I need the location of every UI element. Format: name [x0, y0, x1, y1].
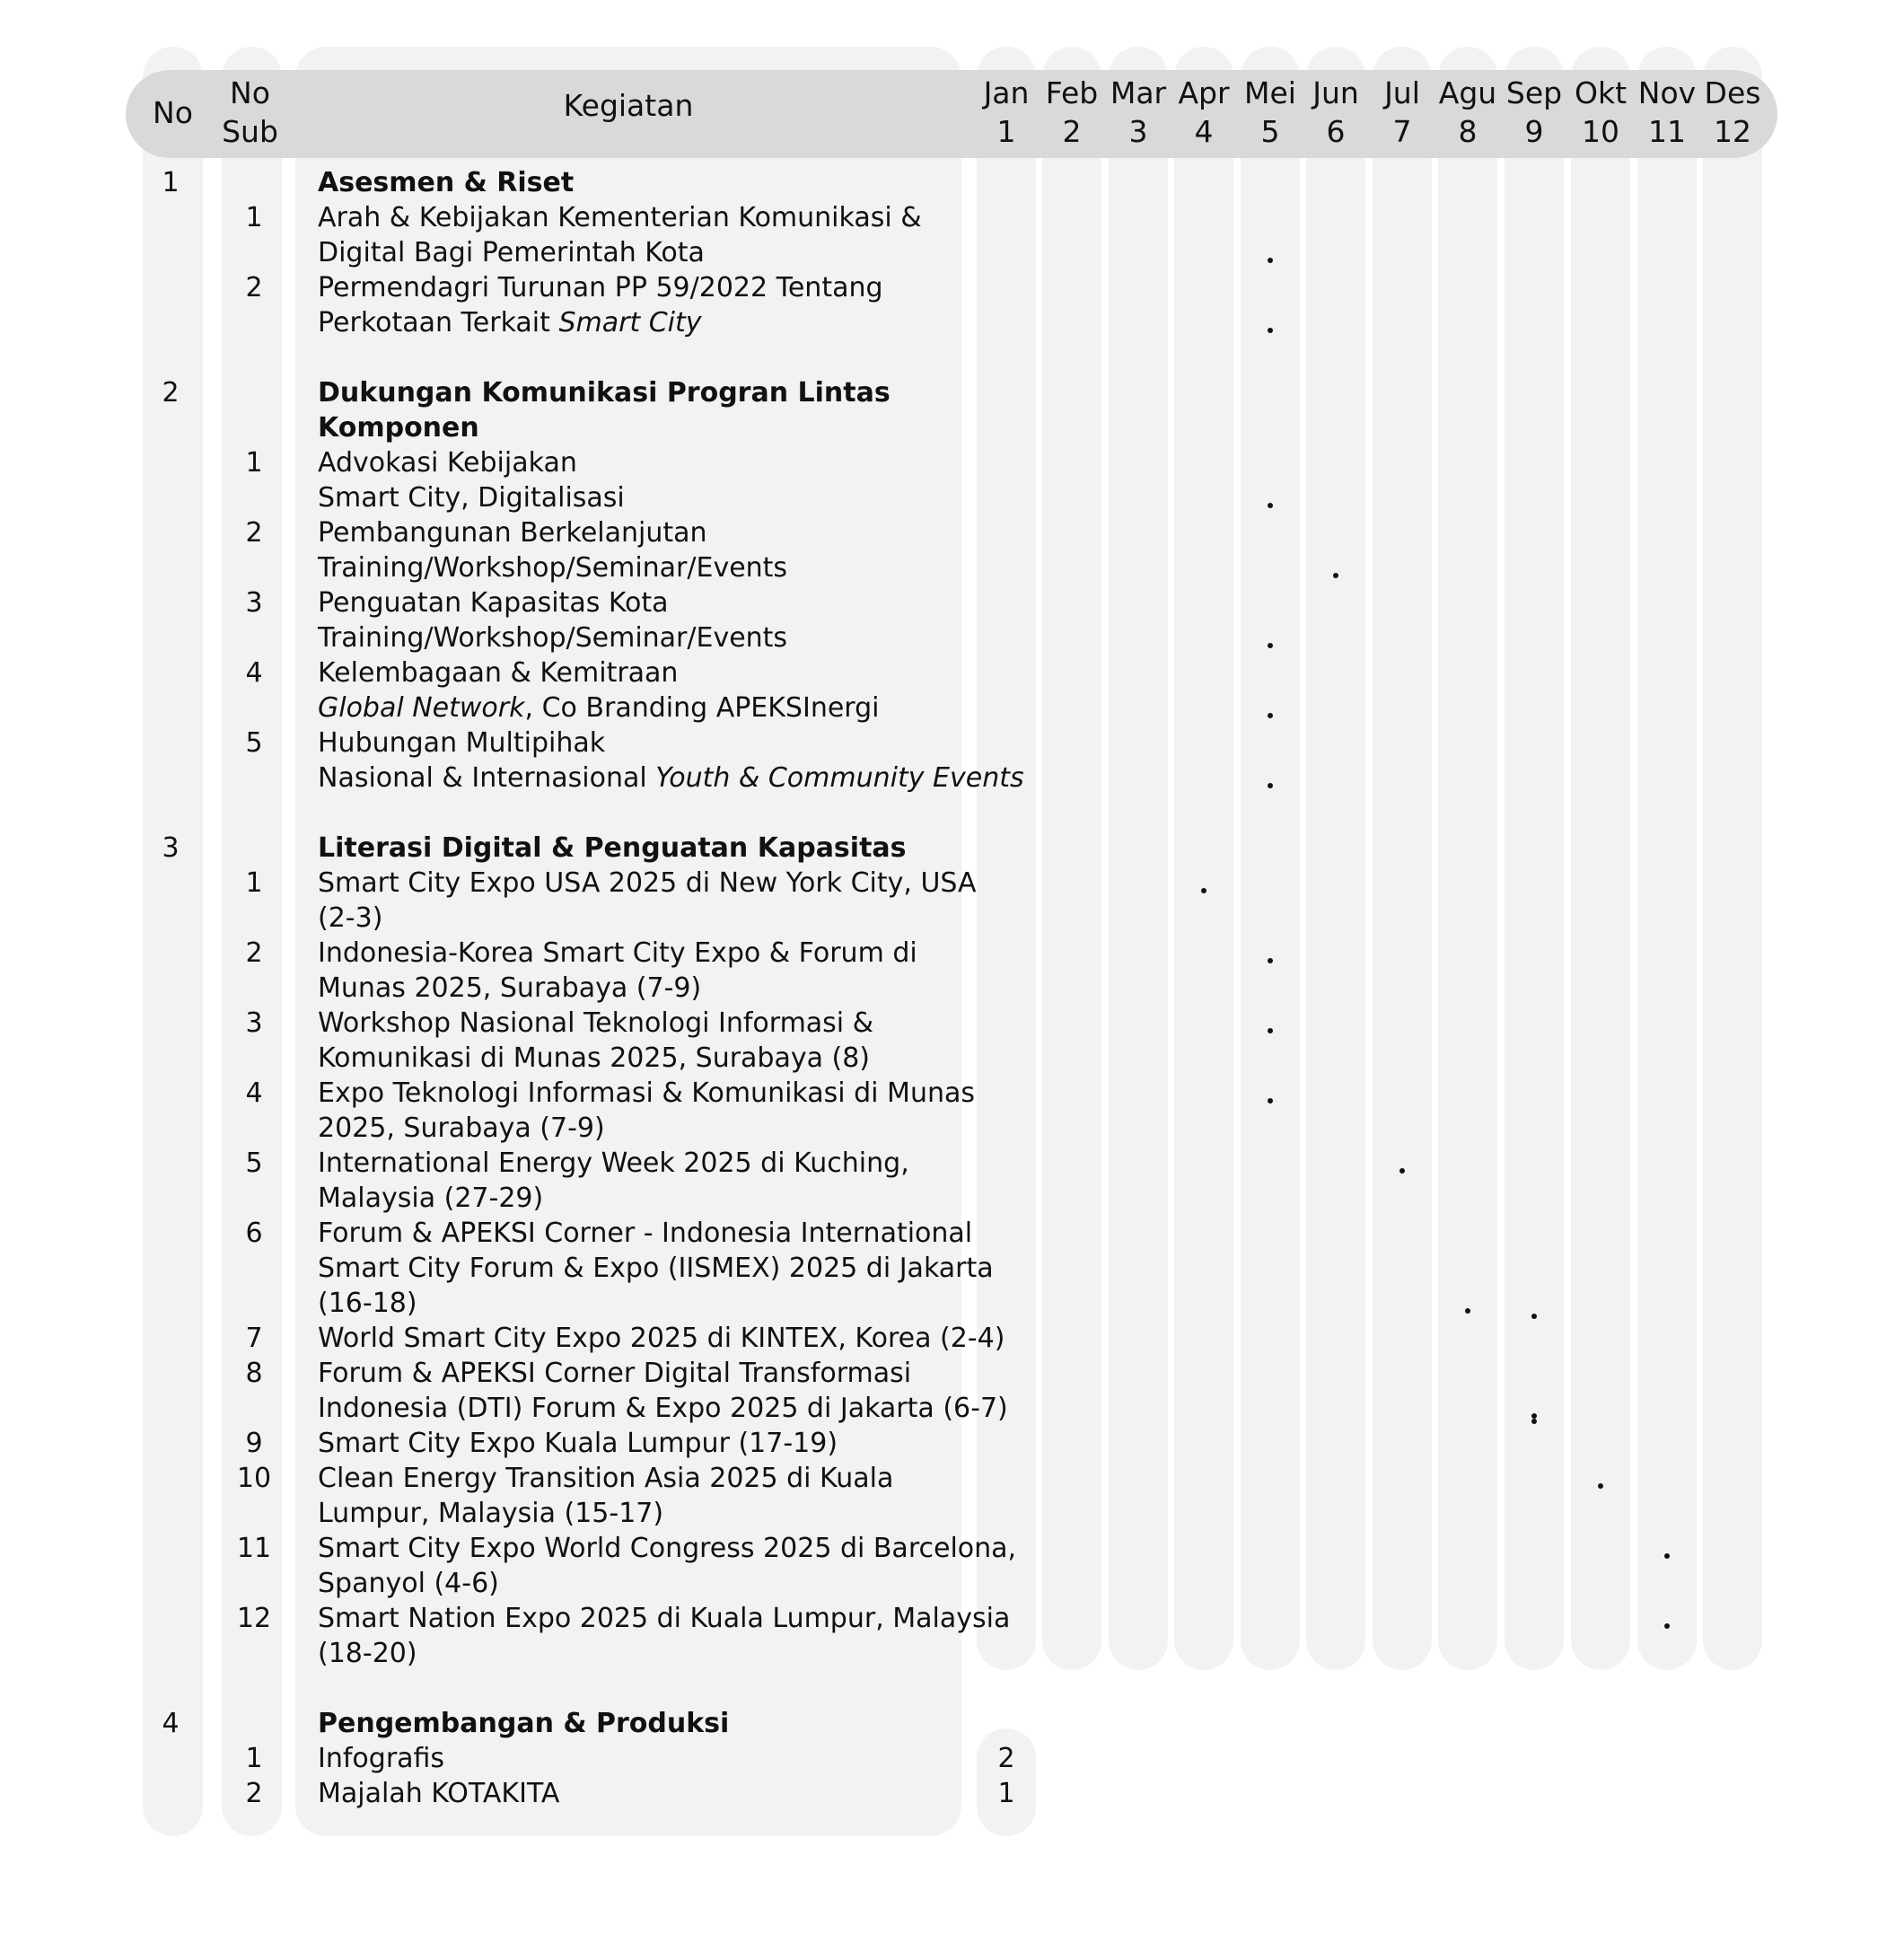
column-month-bg [1571, 47, 1630, 1670]
item-text-line [318, 550, 787, 585]
item-sub-number: 6 [245, 1218, 263, 1249]
item-text-segment: Infografis [318, 1743, 445, 1774]
item-text-segment: Workshop Nasional Teknologi Informasi & [318, 1007, 874, 1039]
column-month-bg [1505, 47, 1564, 1670]
item-text-segment: Clean Energy Transition Asia 2025 di Kuala [318, 1463, 894, 1494]
item-text-line [318, 1636, 417, 1671]
column-month-bg [1373, 47, 1432, 1670]
column-month-bg [1042, 47, 1101, 1670]
schedule-dot [1201, 888, 1206, 893]
item-text-segment: (16-18) [318, 1288, 417, 1319]
header-month-name: Okt [1574, 75, 1628, 110]
item-text-segment: Global Network [318, 692, 525, 724]
item-text-segment: Smart City [558, 307, 702, 339]
column-no-bg [143, 47, 203, 1836]
schedule-dot [1268, 503, 1273, 508]
column-month-bg [1109, 47, 1168, 1670]
schedule-dot [1465, 1308, 1470, 1314]
header-month-name: Apr [1178, 75, 1230, 110]
header-month-name: Mar [1110, 75, 1167, 110]
schedule-dot [1598, 1483, 1603, 1489]
item-sub-number: 8 [245, 1358, 263, 1389]
item-text-line [318, 1146, 909, 1181]
header-month-name: Mei [1244, 75, 1296, 110]
item-text-line [318, 1496, 663, 1531]
jan-count-value: 1 [997, 1778, 1015, 1809]
item-sub-number: 3 [245, 587, 263, 619]
item-text-segment: World Smart City Expo 2025 di KINTEX, Korea (2-4) [318, 1323, 1005, 1354]
column-month-bg [1703, 47, 1762, 1670]
schedule-dot [1268, 713, 1273, 718]
item-sub-number: 1 [245, 1743, 263, 1774]
item-text-segment: Indonesia (DTI) Forum & Expo 2025 di Jakarta (6-7) [318, 1393, 1008, 1424]
header-month-name: Nov [1637, 75, 1697, 110]
schedule-dot [1268, 258, 1273, 263]
schedule-dot [1268, 783, 1273, 788]
item-sub-number: 1 [245, 447, 263, 479]
item-sub-number: 11 [236, 1533, 272, 1564]
item-sub-number: 2 [245, 937, 263, 969]
item-text-segment: Training/Workshop/Seminar/Events [318, 552, 788, 584]
header-month-number: 6 [1326, 114, 1346, 149]
item-sub-number: 5 [245, 1147, 263, 1179]
section-number: 4 [162, 1708, 180, 1739]
item-text-segment: Digital Bagi Pemerintah Kota [318, 237, 705, 268]
item-text-line [318, 1321, 1005, 1356]
item-text-line [318, 690, 879, 725]
item-sub-number: 2 [245, 517, 263, 549]
column-month-bg [1438, 47, 1497, 1670]
item-text-segment: Advokasi Kebijakan [318, 447, 577, 479]
item-text-segment: , Co Branding APEKSInergi [524, 692, 880, 724]
item-text-line [318, 1356, 911, 1391]
item-text-line [318, 1391, 1008, 1426]
item-text-segment: (2-3) [318, 902, 383, 934]
item-text-line [318, 1461, 893, 1496]
item-text-line [318, 1741, 444, 1776]
item-sub-number: 4 [245, 1077, 263, 1109]
header-no: No [153, 95, 193, 130]
item-text-line [318, 1076, 975, 1111]
schedule-dot [1268, 328, 1273, 333]
item-text-line [318, 515, 707, 550]
item-text-segment: Expo Teknologi Informasi & Komunikasi di Munas [318, 1077, 975, 1109]
schedule-dot [1664, 1553, 1670, 1559]
item-text-segment: Munas 2025, Surabaya (7-9) [318, 972, 702, 1004]
item-text-segment: Smart Nation Expo 2025 di Kuala Lumpur, Malaysia [318, 1603, 1011, 1634]
item-text-segment: Indonesia-Korea Smart City Expo & Forum di [318, 937, 917, 969]
header-month-number: 11 [1648, 114, 1686, 149]
schedule-dot [1268, 1098, 1273, 1103]
item-sub-number: 10 [236, 1463, 272, 1494]
item-text-segment: Youth & Community Events [655, 762, 1024, 794]
schedule-dot [1268, 1028, 1273, 1033]
section-number: 2 [162, 377, 180, 409]
item-text-line [318, 1181, 543, 1216]
schedule-dot [1531, 1314, 1537, 1319]
header-month-number: 10 [1582, 114, 1619, 149]
section-title: Pengembangan & Produksi [318, 1708, 730, 1739]
item-text-line [318, 1601, 1010, 1636]
header-month-name: Jul [1384, 75, 1420, 110]
item-text-segment: Arah & Kebijakan Kementerian Komunikasi & [318, 202, 922, 233]
item-sub-number: 7 [245, 1323, 263, 1354]
item-text-line [318, 200, 922, 235]
item-text-segment: Majalah KOTAKITA [318, 1778, 560, 1809]
header-no-sub-line1: No [230, 75, 270, 110]
item-text-line [318, 1426, 838, 1461]
header-month-name: Sep [1505, 75, 1563, 110]
item-text-line [318, 971, 701, 1006]
item-sub-number: 4 [245, 657, 263, 689]
column-month-bg [1306, 47, 1365, 1670]
item-text-line [318, 866, 977, 901]
item-text-line [318, 1286, 417, 1321]
jan-count-value: 2 [997, 1743, 1015, 1774]
item-text-segment: Lumpur, Malaysia (15-17) [318, 1498, 664, 1529]
schedule-dot [1399, 1168, 1405, 1174]
item-sub-number: 1 [245, 202, 263, 233]
item-text-segment: 2025, Surabaya (7-9) [318, 1112, 605, 1144]
item-text-line [318, 445, 577, 480]
item-text-segment: Penguatan Kapasitas Kota [318, 587, 669, 619]
item-sub-number: 2 [245, 272, 263, 303]
item-sub-number: 9 [245, 1428, 263, 1459]
item-text-segment: Smart City Expo USA 2025 di New York City, USA [318, 867, 977, 899]
item-text-segment: International Energy Week 2025 di Kuching, [318, 1147, 909, 1179]
item-text-segment: Forum & APEKSI Corner Digital Transformasi [318, 1358, 912, 1389]
item-text-line [318, 620, 787, 655]
item-text-line [318, 1776, 559, 1811]
section-title: Literasi Digital & Penguatan Kapasitas [318, 832, 907, 864]
section-number: 3 [162, 832, 180, 864]
header-month-number: 3 [1128, 114, 1148, 149]
item-sub-number: 5 [245, 727, 263, 759]
item-text-line [318, 1531, 1016, 1566]
item-text-segment: Smart City Expo World Congress 2025 di Barcelona, [318, 1533, 1017, 1564]
item-text-line [318, 655, 678, 690]
header-kegiatan: Kegiatan [563, 88, 694, 123]
item-text-line [318, 270, 883, 305]
item-text-segment: Forum & APEKSI Corner - Indonesia International [318, 1218, 973, 1249]
item-text-line [318, 480, 625, 515]
item-text-line [318, 1041, 870, 1076]
item-text-line [318, 725, 605, 761]
item-text-segment: Kelembagaan & Kemitraan [318, 657, 679, 689]
column-month-bg [977, 47, 1036, 1670]
header-month-number: 7 [1392, 114, 1412, 149]
schedule-dot [1268, 958, 1273, 963]
header-month-number: 2 [1062, 114, 1082, 149]
item-text-segment: Pembangunan Berkelanjutan [318, 517, 707, 549]
item-text-line [318, 1251, 994, 1286]
item-text-line [318, 1111, 605, 1146]
schedule-dot [1664, 1623, 1670, 1629]
section-title: Dukungan Komunikasi Progran Lintas Komponen [318, 377, 891, 444]
item-text-line [318, 761, 1024, 796]
header-month-name: Jan [983, 75, 1030, 110]
header-month-number: 12 [1714, 114, 1751, 149]
item-text-segment: Smart City Forum & Expo (IISMEX) 2025 di Jakarta [318, 1253, 994, 1284]
item-text-segment: Hubungan Multipihak [318, 727, 606, 759]
schedule-dot [1268, 643, 1273, 648]
item-sub-number: 3 [245, 1007, 263, 1039]
column-month-bg [1637, 47, 1697, 1670]
section-title: Asesmen & Riset [318, 167, 575, 198]
item-text-line [318, 235, 705, 270]
header-no-sub-line2: Sub [222, 114, 278, 149]
header-month-number: 4 [1194, 114, 1214, 149]
item-sub-number: 2 [245, 1778, 263, 1809]
item-text-line [318, 936, 917, 971]
item-text-line [318, 305, 702, 340]
header-month-name: Agu [1438, 75, 1497, 110]
column-month-bg [1174, 47, 1233, 1670]
section-number: 1 [162, 167, 180, 198]
schedule-dot [1531, 1413, 1537, 1419]
item-text-segment: Komunikasi di Munas 2025, Surabaya (8) [318, 1042, 871, 1074]
item-sub-number: 12 [236, 1603, 272, 1634]
header-month-number: 8 [1458, 114, 1478, 149]
item-text-line [318, 1006, 873, 1041]
header-month-number: 1 [996, 114, 1016, 149]
item-text-segment: Smart City, Digitalisasi [318, 482, 625, 514]
item-text-segment: (18-20) [318, 1638, 417, 1669]
item-text-line [318, 1216, 972, 1251]
item-text-line [318, 901, 382, 936]
item-text-line [318, 585, 669, 620]
item-text-segment: Training/Workshop/Seminar/Events [318, 622, 788, 654]
header-month-number: 5 [1260, 114, 1280, 149]
item-text-segment: Malaysia (27-29) [318, 1183, 544, 1214]
schedule-dot [1531, 1419, 1537, 1424]
header-month-name: Des [1704, 75, 1761, 110]
header-month-name: Jun [1312, 75, 1359, 110]
item-sub-number: 1 [245, 867, 263, 899]
header-month-name: Feb [1045, 75, 1099, 110]
item-text-line [318, 1566, 499, 1601]
item-text-segment: Perkotaan Terkait [318, 307, 559, 339]
header-month-number: 9 [1524, 114, 1544, 149]
item-text-segment: Permendagri Turunan PP 59/2022 Tentang [318, 272, 883, 303]
column-month-bg [1241, 47, 1300, 1670]
schedule-dot [1333, 573, 1338, 578]
item-text-segment: Spanyol (4-6) [318, 1568, 499, 1599]
item-text-segment: Smart City Expo Kuala Lumpur (17-19) [318, 1428, 838, 1459]
item-text-segment: Nasional & Internasional [318, 762, 656, 794]
